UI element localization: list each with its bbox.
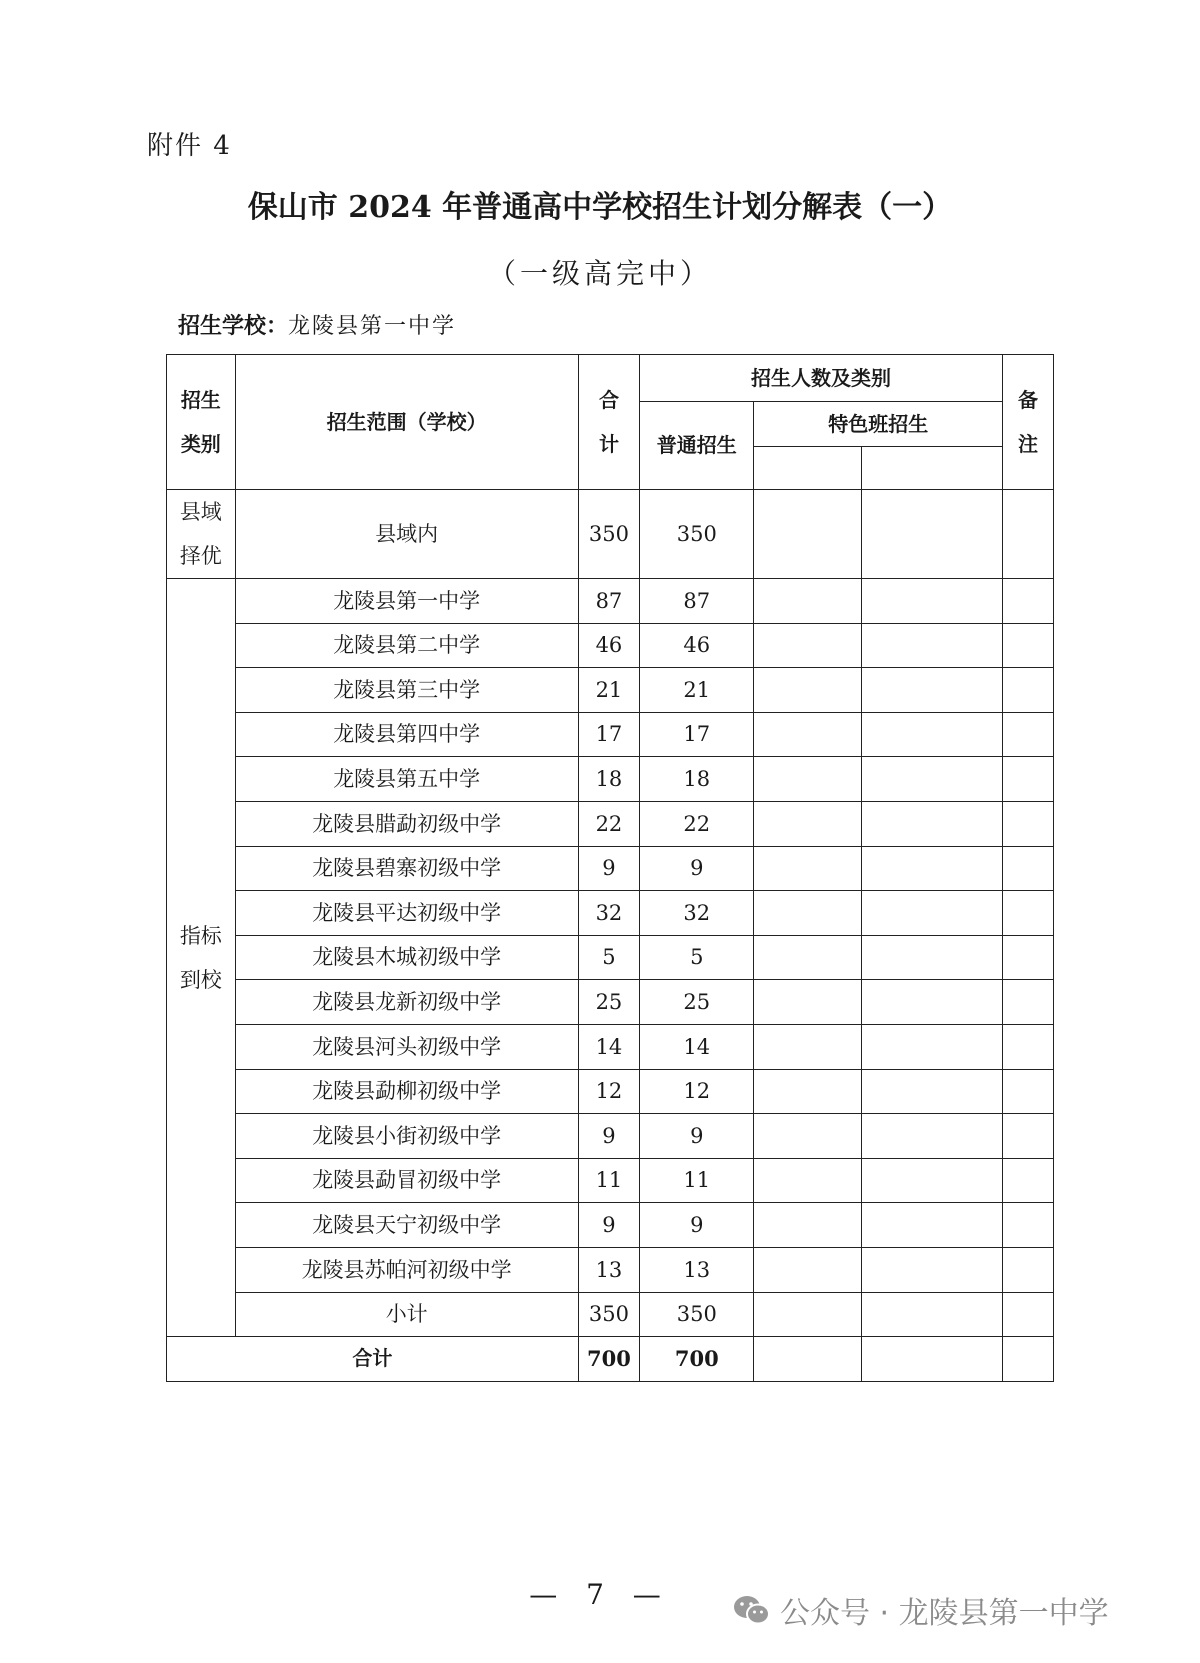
table-row <box>167 1114 1054 1159</box>
row-total: 12 <box>578 1069 639 1114</box>
row-special-1 <box>754 801 861 846</box>
header-category <box>167 355 236 490</box>
row-special-1 <box>754 712 861 757</box>
header-special: 特色班招生 <box>754 402 1003 447</box>
row-regular: 32 <box>640 891 754 936</box>
row-special-2 <box>861 1203 1002 1248</box>
header-total-text: 合 计 <box>598 388 619 456</box>
row-special-1 <box>754 757 861 802</box>
row-remark <box>1002 757 1053 802</box>
row-special-1 <box>754 891 861 936</box>
row-scope: 龙陵县苏帕河初级中学 <box>235 1247 578 1292</box>
table-row <box>167 1069 1054 1114</box>
school-name: 龙陵县第一中学 <box>288 314 457 339</box>
page-number: — 7 — <box>529 1578 671 1611</box>
county-category <box>167 490 236 579</box>
row-scope: 龙陵县平达初级中学 <box>235 891 578 936</box>
row-total: 25 <box>578 980 639 1025</box>
row-special-1 <box>754 846 861 891</box>
row-regular: 14 <box>640 1024 754 1069</box>
row-regular: 11 <box>640 1158 754 1203</box>
row-total: 46 <box>578 623 639 668</box>
row-scope: 龙陵县第四中学 <box>235 712 578 757</box>
row-scope: 龙陵县勐柳初级中学 <box>235 1069 578 1114</box>
row-regular: 13 <box>640 1247 754 1292</box>
row-regular: 9 <box>640 1203 754 1248</box>
table-row <box>167 1158 1054 1203</box>
county-special-2 <box>861 490 1002 579</box>
quota-category-text: 指标 到校 <box>179 923 222 992</box>
row-special-2 <box>861 1069 1002 1114</box>
row-scope: 龙陵县天宁初级中学 <box>235 1203 578 1248</box>
row-total: 9 <box>578 846 639 891</box>
county-regular: 350 <box>640 490 754 579</box>
grand-total-total: 700 <box>578 1337 639 1382</box>
row-remark <box>1002 891 1053 936</box>
header-remark <box>1002 355 1053 490</box>
table-row <box>167 1203 1054 1248</box>
row-special-2 <box>861 668 1002 713</box>
row-scope: 龙陵县木城初级中学 <box>235 935 578 980</box>
row-special-2 <box>861 757 1002 802</box>
county-category-text: 县域 择优 <box>179 500 222 568</box>
row-regular: 12 <box>640 1069 754 1114</box>
row-special-1 <box>754 1069 861 1114</box>
table-row <box>167 1024 1054 1069</box>
row-remark <box>1002 1203 1053 1248</box>
watermark-text: 公众号 · 龙陵县第一中学 <box>780 1596 1109 1631</box>
row-special-2 <box>861 1158 1002 1203</box>
header-scope: 招生范围（学校） <box>235 355 578 490</box>
quota-category <box>167 579 236 1337</box>
row-special-2 <box>861 801 1002 846</box>
row-regular: 21 <box>640 668 754 713</box>
row-scope: 龙陵县龙新初级中学 <box>235 980 578 1025</box>
row-special-1 <box>754 668 861 713</box>
county-remark <box>1002 490 1053 579</box>
row-remark <box>1002 1069 1053 1114</box>
row-regular: 5 <box>640 935 754 980</box>
row-regular: 22 <box>640 801 754 846</box>
header-category-text: 招生 类别 <box>180 388 221 456</box>
grand-total-label: 合计 <box>167 1337 579 1382</box>
row-remark <box>1002 712 1053 757</box>
row-remark <box>1002 846 1053 891</box>
grand-total-regular: 700 <box>640 1337 754 1382</box>
row-regular: 46 <box>640 623 754 668</box>
county-total: 350 <box>578 490 639 579</box>
county-row <box>167 490 1054 579</box>
document-subtitle: （一级高完中） <box>487 257 712 290</box>
row-scope: 龙陵县小街初级中学 <box>235 1114 578 1159</box>
grand-total-special-1 <box>754 1337 861 1382</box>
header-total <box>578 355 639 490</box>
table-row <box>167 1247 1054 1292</box>
row-remark <box>1002 980 1053 1025</box>
row-scope: 龙陵县第五中学 <box>235 757 578 802</box>
row-scope: 龙陵县第一中学 <box>235 579 578 624</box>
subtotal-row <box>167 1292 1054 1337</box>
row-regular: 87 <box>640 579 754 624</box>
row-scope: 龙陵县第三中学 <box>235 668 578 713</box>
row-total: 5 <box>578 935 639 980</box>
header-special-sub-1 <box>754 447 861 490</box>
row-total: 21 <box>578 668 639 713</box>
row-remark <box>1002 1158 1053 1203</box>
row-scope: 龙陵县第二中学 <box>235 623 578 668</box>
row-regular: 9 <box>640 1114 754 1159</box>
document-title: 保山市 2024 年普通高中学校招生计划分解表（一） <box>247 190 953 225</box>
row-total: 17 <box>578 712 639 757</box>
row-special-2 <box>861 579 1002 624</box>
row-special-1 <box>754 1247 861 1292</box>
row-special-2 <box>861 623 1002 668</box>
county-scope: 县域内 <box>235 490 578 579</box>
row-special-2 <box>861 891 1002 936</box>
row-special-2 <box>861 712 1002 757</box>
row-regular: 25 <box>640 980 754 1025</box>
row-regular: 18 <box>640 757 754 802</box>
row-scope: 龙陵县碧寨初级中学 <box>235 846 578 891</box>
row-special-1 <box>754 980 861 1025</box>
row-special-2 <box>861 1114 1002 1159</box>
row-remark <box>1002 623 1053 668</box>
table-row <box>167 846 1054 891</box>
table-row <box>167 668 1054 713</box>
row-total: 14 <box>578 1024 639 1069</box>
header-special-sub-2 <box>861 447 1002 490</box>
table-row <box>167 623 1054 668</box>
subtotal-special-2 <box>861 1292 1002 1337</box>
row-regular: 9 <box>640 846 754 891</box>
table-row <box>167 801 1054 846</box>
enrollment-plan-table <box>166 354 1054 1382</box>
row-special-1 <box>754 1114 861 1159</box>
grand-total-remark <box>1002 1337 1053 1382</box>
row-total: 18 <box>578 757 639 802</box>
watermark <box>732 1588 1109 1632</box>
row-special-1 <box>754 1158 861 1203</box>
row-total: 87 <box>578 579 639 624</box>
row-remark <box>1002 579 1053 624</box>
row-total: 9 <box>578 1114 639 1159</box>
wechat-icon <box>732 1593 772 1627</box>
subtotal-total: 350 <box>578 1292 639 1337</box>
row-remark <box>1002 1024 1053 1069</box>
row-special-1 <box>754 623 861 668</box>
row-remark <box>1002 935 1053 980</box>
row-total: 32 <box>578 891 639 936</box>
row-special-2 <box>861 1024 1002 1069</box>
row-remark <box>1002 1247 1053 1292</box>
attachment-label: 附件 4 <box>147 131 232 161</box>
row-remark <box>1002 668 1053 713</box>
table-row <box>167 712 1054 757</box>
table-row <box>167 935 1054 980</box>
row-total: 9 <box>578 1203 639 1248</box>
row-total: 13 <box>578 1247 639 1292</box>
row-special-1 <box>754 579 861 624</box>
table-row <box>167 891 1054 936</box>
grand-total-special-2 <box>861 1337 1002 1382</box>
row-remark <box>1002 801 1053 846</box>
table-row <box>167 579 1054 624</box>
row-special-1 <box>754 935 861 980</box>
grand-total-row <box>167 1337 1054 1382</box>
row-remark <box>1002 1114 1053 1159</box>
school-line <box>178 309 456 340</box>
row-scope: 龙陵县腊勐初级中学 <box>235 801 578 846</box>
row-special-1 <box>754 1203 861 1248</box>
header-remark-text: 备 注 <box>1017 388 1038 456</box>
row-special-2 <box>861 935 1002 980</box>
row-total: 11 <box>578 1158 639 1203</box>
row-special-2 <box>861 980 1002 1025</box>
row-special-1 <box>754 1024 861 1069</box>
subtotal-regular: 350 <box>640 1292 754 1337</box>
subtotal-special-1 <box>754 1292 861 1337</box>
subtotal-label: 小计 <box>235 1292 578 1337</box>
row-scope: 龙陵县勐冒初级中学 <box>235 1158 578 1203</box>
subtotal-remark <box>1002 1292 1053 1337</box>
row-regular: 17 <box>640 712 754 757</box>
county-special-1 <box>754 490 861 579</box>
row-total: 22 <box>578 801 639 846</box>
header-counts-group: 招生人数及类别 <box>640 355 1003 402</box>
row-special-2 <box>861 846 1002 891</box>
school-label: 招生学校： <box>178 314 289 339</box>
header-regular: 普通招生 <box>640 402 754 490</box>
row-scope: 龙陵县河头初级中学 <box>235 1024 578 1069</box>
row-special-2 <box>861 1247 1002 1292</box>
table-row <box>167 980 1054 1025</box>
table-row <box>167 757 1054 802</box>
